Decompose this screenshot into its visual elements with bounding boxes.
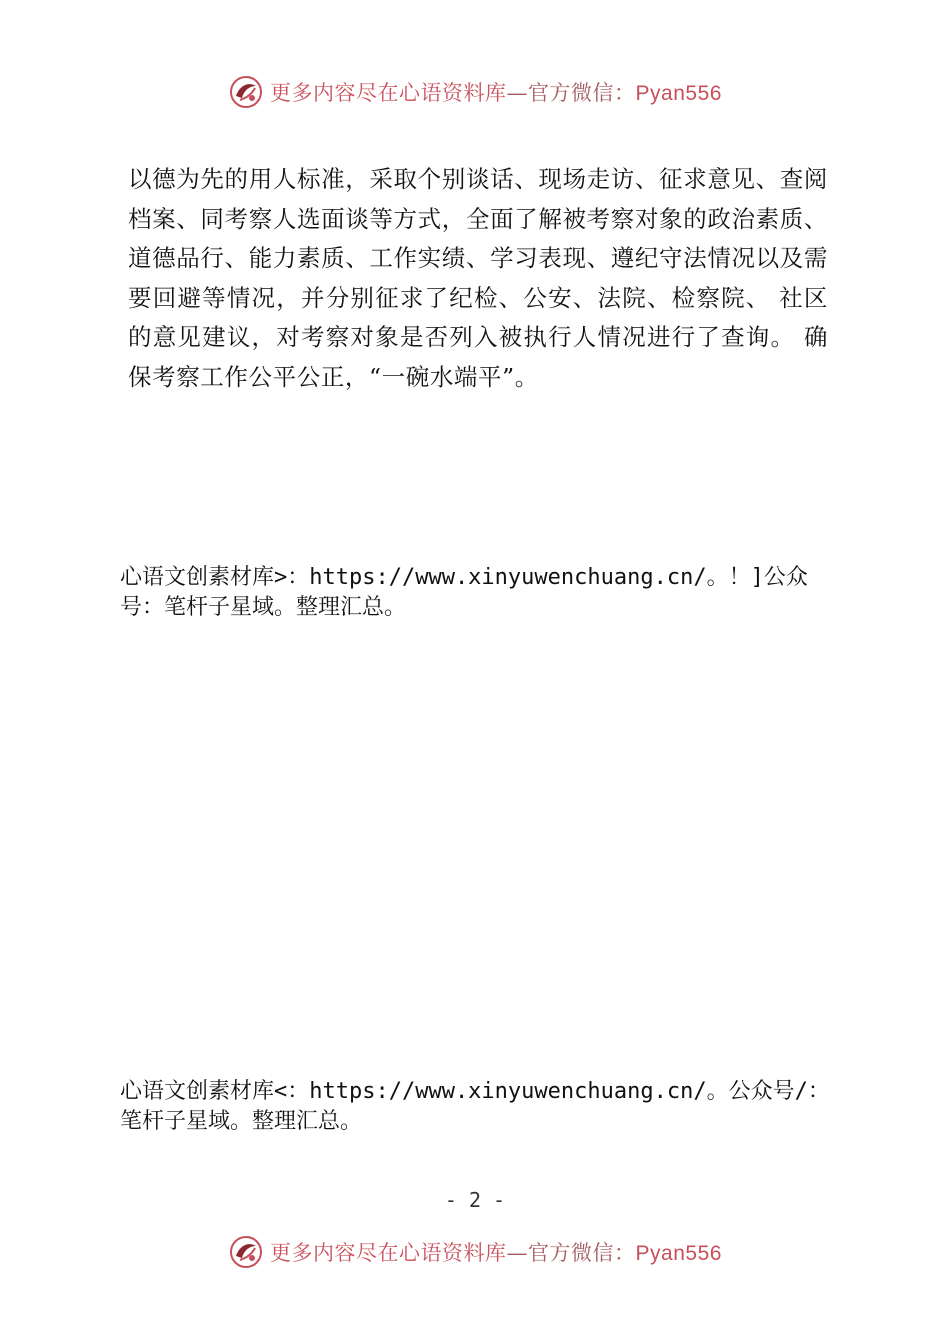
header-title: 更多内容尽在心语资料库 [270, 81, 507, 105]
header-wechat-id: Pyan556 [635, 82, 722, 105]
header-text [270, 77, 722, 107]
footer-title: 更多内容尽在心语资料库 [270, 1241, 507, 1265]
header-wechat-label: —官方微信： [506, 81, 636, 105]
source-note-2: 心语文创素材库<：https://www.xinyuwenchuang.cn/。公众号/：笔杆子星域。整理汇总。 [120, 1079, 830, 1134]
page-number: - 2 - [444, 1188, 506, 1212]
footer-wechat-id: Pyan556 [635, 1242, 722, 1265]
footer-text [270, 1237, 722, 1267]
source-note-1: 心语文创素材库>：https://www.xinyuwenchuang.cn/。！]公众号：笔杆子星域。整理汇总。 [120, 565, 808, 620]
logo-icon [228, 1234, 264, 1270]
footer-banner [0, 1232, 950, 1272]
footer-wechat-label: —官方微信： [506, 1241, 636, 1265]
body-paragraph: 以德为先的用人标准，采取个别谈话、现场走访、征求意见、查阅档案、同考察人选面谈等方式，全面了解被考察对象的政治素质、道德品行、能力素质、工作实绩、学习表现、遵纪守法情况以及需要回避等情况，并分别征求了纪检、公安、法院、检察院、 社区的意见建议，对考察对象是否列入被执行人情况进行了查询。 确保考察工作公平公正，“一碗水端平”。 [128, 165, 828, 391]
logo-icon [228, 74, 264, 110]
header-banner [0, 72, 950, 112]
